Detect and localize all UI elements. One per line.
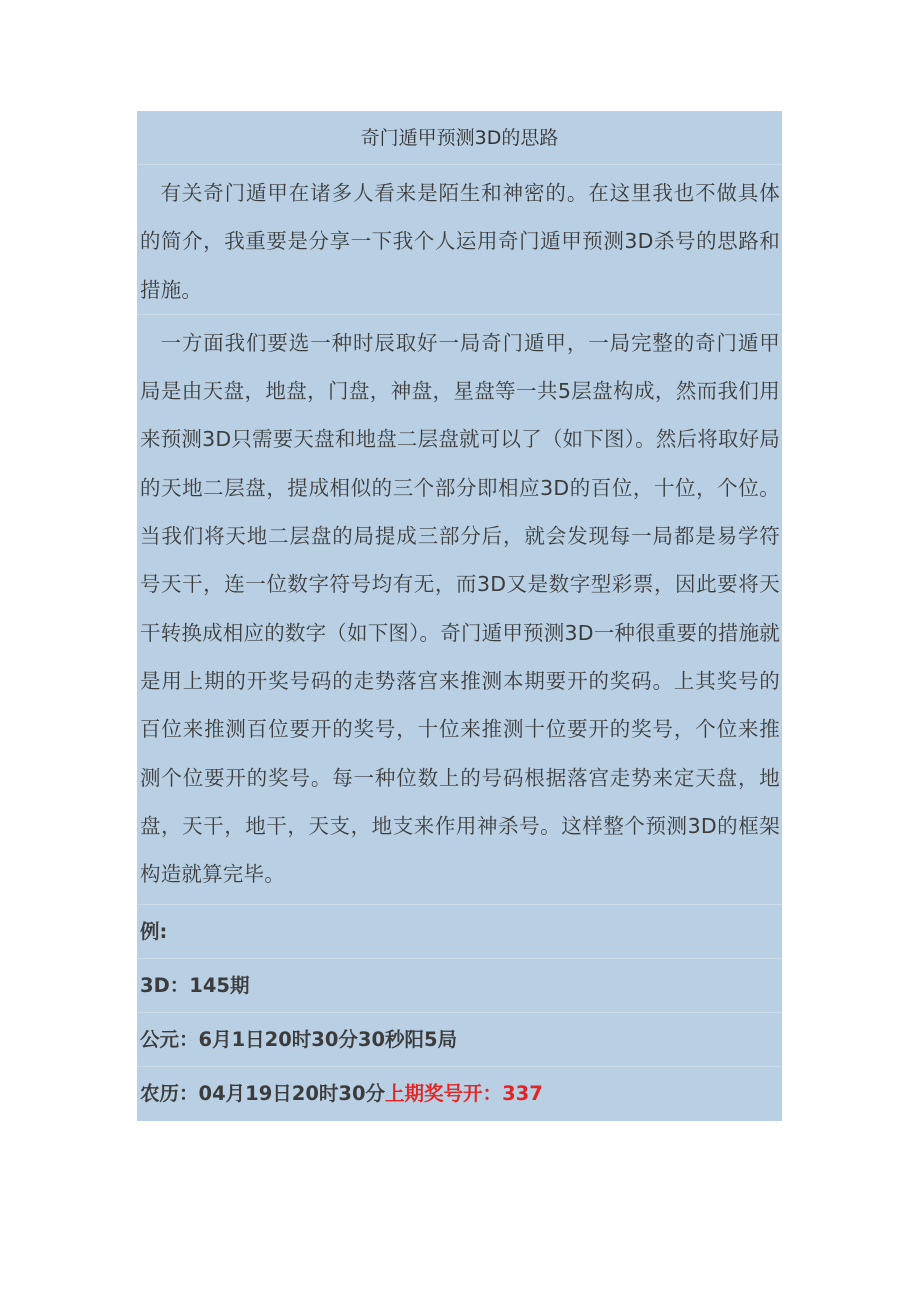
example-label: 例: [137, 905, 782, 959]
paragraph-row-1 [137, 165, 782, 315]
lunar-date-line [137, 1067, 782, 1121]
last-draw-number: 337 [502, 1082, 543, 1106]
method-paragraph: 一方面我们要选一种时辰取好一局奇门遁甲，一局完整的奇门遁甲局是由天盘，地盘，门盘，神盘，星盘等一共5层盘构成，然而我们用来预测3D只需要天盘和地盘二层盘就可以了（如下图）。然后将取好局的天地二层盘，提成相似的三个部分即相应3D的百位，十位，个位。当我们将天地二层盘的局提成三部分后，就会发现每一局都是易学符号天干，连一位数字符号均有无，而3D又是数字型彩票，因此要将天干转换成相应的数字（如下图）。奇门遁甲预测3D一种很重要的措施就是用上期的开奖号码的走势落宫来推测本期要开的奖码。上其奖号的百位来推测百位要开的奖号，十位来推测十位要开的奖号，个位来推测个位要开的奖号。每一种位数上的号码根据落宫走势来定天盘，地盘，天干，地干，天支，地支来作用神杀号。这样整个预测3D的框架构造就算完毕。 [140, 330, 780, 887]
last-draw-label: 上期奖号开： [385, 1082, 503, 1106]
article-title: 奇门遁甲预测3D的思路 [137, 111, 782, 165]
issue-line: 3D：145期 [137, 959, 782, 1013]
gregorian-date-line: 公元：6月1日20时30分30秒阳5局 [137, 1013, 782, 1067]
article-panel [137, 111, 782, 1121]
paragraph-row-2 [137, 315, 782, 906]
lunar-date-text: 农历：04月19日20时30分 [140, 1082, 386, 1106]
intro-paragraph: 有关奇门遁甲在诸多人看来是陌生和神密的。在这里我也不做具体的简介，我重要是分享一下我个人运用奇门遁甲预测3D杀号的思路和措施。 [140, 181, 780, 302]
